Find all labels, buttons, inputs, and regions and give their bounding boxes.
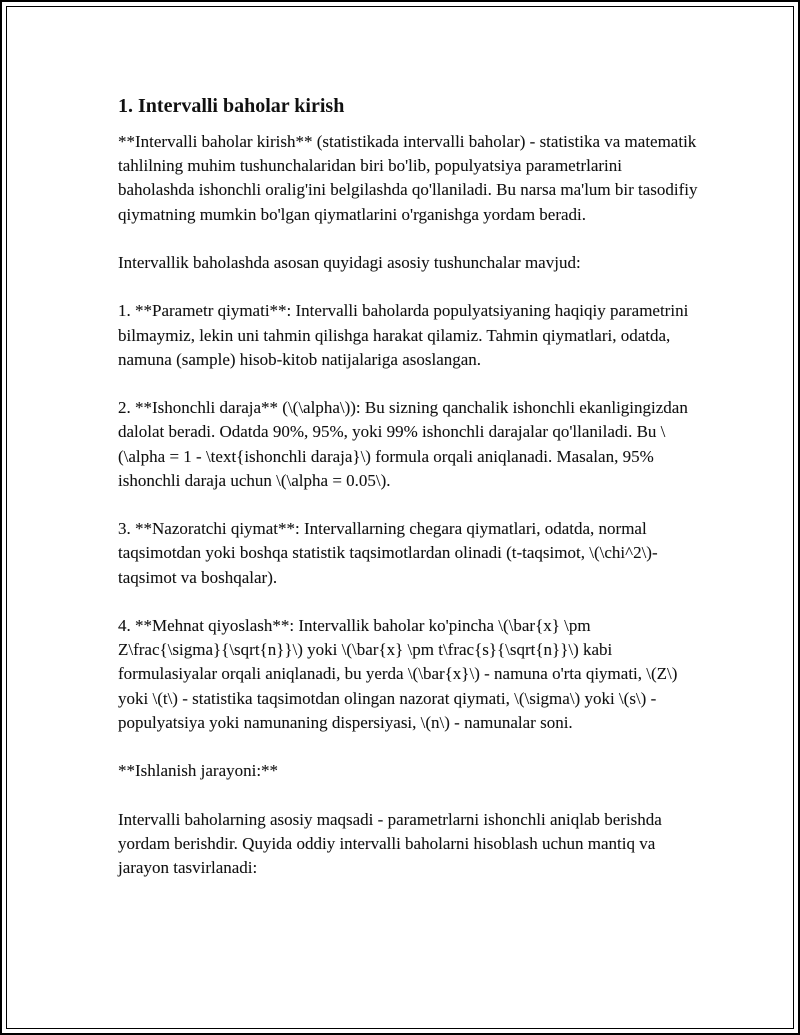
list-item-parameter-value: 1. **Parametr qiymati**: Intervalli baholarda populyatsiyaning haqiqiy parametrini bilmaymiz, lekin uni tahmin qilishga harakat qilamiz. Tahmin qiymatlari, odatda, namuna (sample) hisob-kitob natijalariga asoslangan. — [118, 301, 689, 369]
list-item-critical-value: 3. **Nazoratchi qiymat**: Intervallarning chegara qiymatlari, odatda, normal taqsimotdan yoki boshqa statistik taqsimotlardan olinadi (t-taqsimot, \(\chi^2\)-taqsimot va boshqalar). — [118, 519, 658, 587]
intro-paragraph: **Intervalli baholar kirish** (statistikada intervalli baholar) - statistika va matematik tahlilning muhim tushunchalaridan biri bo'lib, populyatsiya parametrlarini baholashda ishonchli oralig'ini belgilashda qo'llaniladi. Bu narsa ma'lum bir tasodifiy qiymatning mumkin bo'lgan qiymatlarini o'rganishga yordam beradi. — [118, 132, 698, 224]
section-heading: 1. Intervalli baholar kirish — [118, 95, 345, 117]
list-item-comparison: 4. **Mehnat qiyoslash**: Intervallik baholar ko'pincha \(\bar{x} \pm Z\frac{\sigma}{\sqrt{n}}\) yoki \(\bar{x} \pm t\frac{s}{\sqrt{n}}\) kabi formulasiyalar orqali aniqlanadi, bu yerda \(\bar{x}\) - namuna o'rta qiymati, \(Z\) yoki \(t\) - statistika taqsimotdan olingan nazorat qiymati, \(\sigma\) yoki \(s\) - populyatsiya yoki namunaning dispersiyasi, \(n\) - namunalar soni. — [118, 615, 678, 732]
document-body — [118, 92, 698, 904]
list-item-confidence-level: 2. **Ishonchli daraja** (\(\alpha\)): Bu sizning qanchalik ishonchli ekanligingizdan dalolat beradi. Odatda 90%, 95%, yoki 99% ishonchli darajalar qo'llaniladi. Bu \(\alpha = 1 - \text{ishonchli daraja}\) formula orqali aniqlanadi. Masalan, 95% ishonchli daraja uchun \(\alpha = 0.05\). — [118, 398, 688, 490]
process-paragraph: Intervalli baholarning asosiy maqsadi - parametrlarni ishonchli aniqlab berishda yordam berishdir. Quyida oddiy intervalli baholarni hisoblash uchun mantiq va jarayon tasvirlanadi: — [118, 809, 662, 877]
concepts-intro-paragraph: Intervallik baholashda asosan quyidagi asosiy tushunchalar mavjud: — [118, 253, 581, 272]
subheading-process: **Ishlanish jarayoni:** — [118, 761, 279, 781]
